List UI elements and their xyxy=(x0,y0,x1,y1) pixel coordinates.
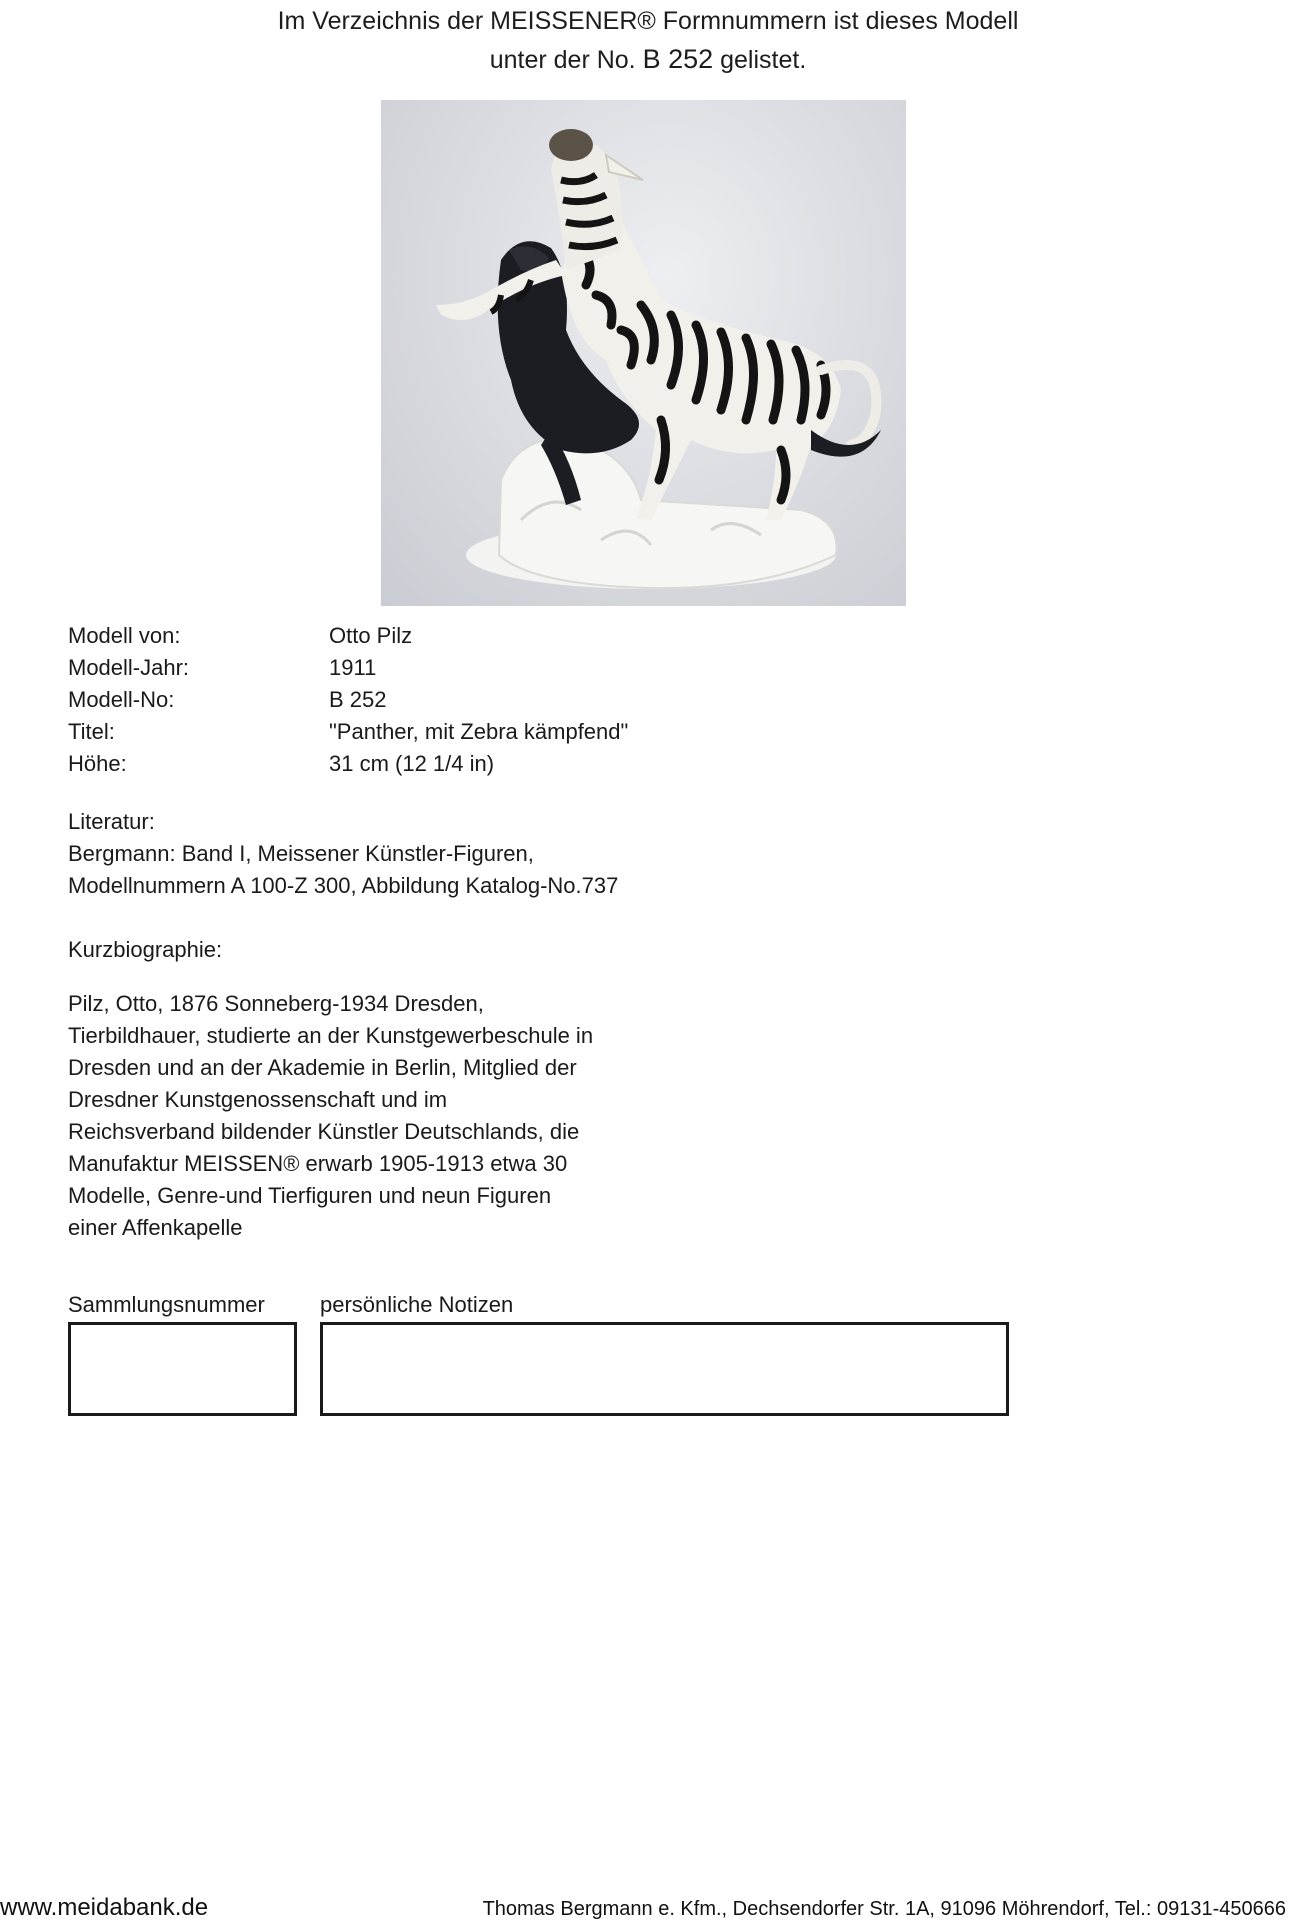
personal-notes-label: persönliche Notizen xyxy=(320,1292,514,1317)
footer-website: www.meidabank.de xyxy=(0,1894,209,1921)
porcelain-figurine-illustration xyxy=(381,100,906,606)
collection-number-label: Sammlungsnummer xyxy=(68,1292,265,1317)
detail-row-artist xyxy=(68,620,628,652)
header-model-number: B 252 xyxy=(642,44,714,74)
footer-imprint: Thomas Bergmann e. Kfm., Dechsendorfer Str. 1A, 91096 Möhrendorf, Tel.: 09131-450666 xyxy=(482,1898,1286,1920)
header-prefix: unter der No. xyxy=(489,46,636,74)
header-line-2 xyxy=(0,40,1296,79)
figurine-photo xyxy=(381,100,906,606)
header-suffix: gelistet. xyxy=(720,46,807,74)
personal-notes-box[interactable] xyxy=(320,1322,1009,1416)
model-details xyxy=(68,620,628,780)
collection-number-box[interactable] xyxy=(68,1322,297,1416)
detail-value: B 252 xyxy=(329,687,387,712)
detail-label: Modell-Jahr: xyxy=(68,655,190,680)
detail-label: Titel: xyxy=(68,719,115,744)
detail-row-model-no xyxy=(68,684,628,716)
detail-label: Modell von: xyxy=(68,623,181,648)
header xyxy=(0,2,1296,79)
detail-value: Otto Pilz xyxy=(329,623,413,648)
literature-section xyxy=(68,806,618,902)
biography-heading: Kurzbiographie: xyxy=(68,937,223,962)
detail-label: Höhe: xyxy=(68,751,127,776)
detail-row-year xyxy=(68,652,628,684)
detail-value: 1911 xyxy=(329,655,377,680)
biography-text: Pilz, Otto, 1876 Sonneberg-1934 Dresden, Tierbildhauer, studierte an der Kunstgewerbeschule in Dresden und an der Akademie in Berlin, Mitglied der Dresdner Kunstgenossenschaft und im Reichsverband bildender Künstler Deutschlands, die Manufaktur MEISSEN® erwarb 1905-1913 etwa 30 Modelle, Genre-und Tierfiguren und neun Figuren einer Affenkapelle xyxy=(68,991,594,1240)
detail-value: "Panther, mit Zebra kämpfend" xyxy=(329,719,629,744)
detail-value: 31 cm (12 1/4 in) xyxy=(329,751,495,776)
detail-row-title xyxy=(68,716,628,748)
header-line-1: Im Verzeichnis der MEISSENER® Formnummern ist dieses Modell xyxy=(277,7,1019,35)
detail-row-height xyxy=(68,748,628,780)
detail-label: Modell-No: xyxy=(68,687,175,712)
literature-heading: Literatur: xyxy=(68,809,155,834)
literature-line-2: Modellnummern A 100-Z 300, Abbildung Katalog-No.737 xyxy=(68,873,619,898)
literature-line-1: Bergmann: Band I, Meissener Künstler-Figuren, xyxy=(68,841,534,866)
